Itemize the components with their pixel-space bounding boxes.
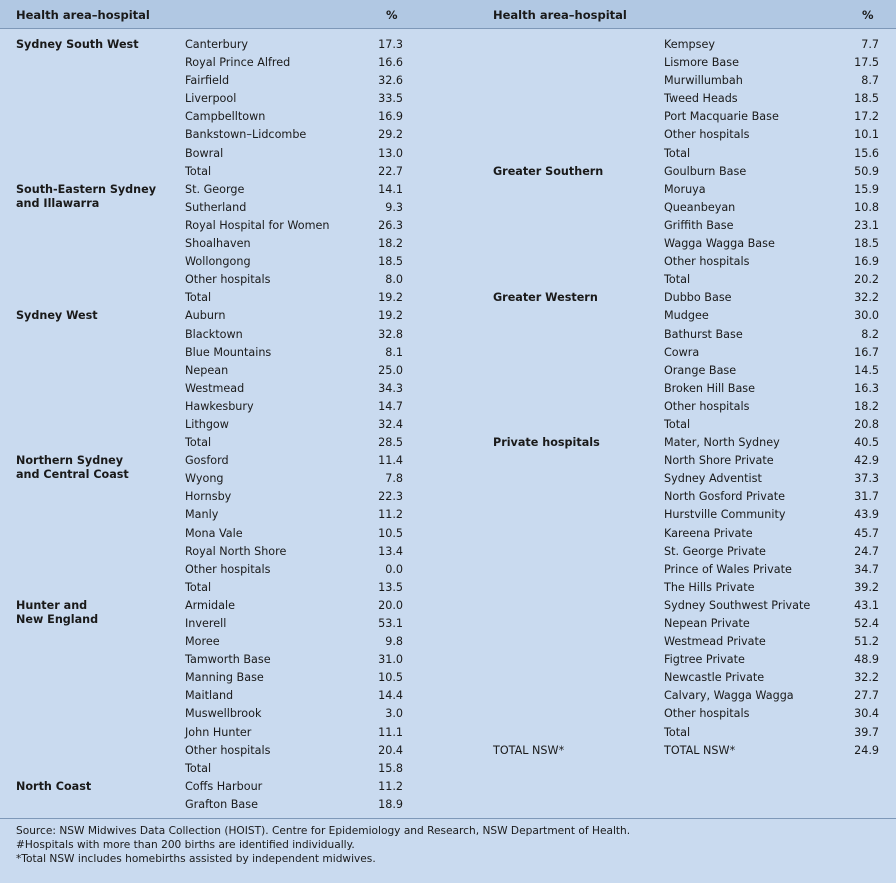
percent-value: 52.4: [854, 617, 879, 630]
percent-value: 11.2: [378, 508, 403, 522]
hospital-name: Auburn: [185, 309, 226, 323]
footer-divider: [0, 818, 896, 819]
table-row: [0, 742, 420, 760]
hospital-name: Fairfield: [185, 74, 230, 88]
table-row: [476, 615, 896, 633]
table-row: [0, 669, 420, 687]
table-row: [476, 72, 896, 90]
health-area-label: Greater Western: [493, 291, 598, 305]
percent-value: 53.1: [378, 617, 403, 630]
table-row: [476, 597, 896, 615]
percent-value: 32.8: [378, 327, 403, 341]
hospital-name: Coffs Harbour: [185, 779, 263, 793]
percent-value: 30.4: [854, 707, 879, 721]
table-row: [0, 398, 420, 416]
table-row: [0, 488, 420, 506]
percent-value: 15.8: [378, 761, 403, 775]
table-row: [0, 380, 420, 398]
hospital-name: St. George: [185, 182, 245, 196]
health-area-label-line2: and Illawarra: [16, 196, 100, 210]
hospital-name: Lithgow: [185, 417, 229, 431]
percent-value: 16.9: [378, 110, 403, 124]
health-area-label: TOTAL NSW*: [493, 743, 565, 757]
hospital-name: Westmead: [185, 381, 245, 395]
percent-value: 17.5: [854, 56, 879, 70]
hospital-name: Newcastle Private: [664, 671, 765, 685]
table-row: [0, 90, 420, 108]
hospital-name: John Hunter: [185, 725, 252, 739]
table-row: [0, 145, 420, 163]
table-row: [476, 525, 896, 543]
table-row: [0, 271, 420, 289]
hospital-name: Moree: [185, 635, 220, 649]
hospital-name: Nepean Private: [664, 617, 750, 630]
hospital-name: Tamworth Base: [185, 653, 271, 667]
table-row: [0, 760, 420, 778]
percent-value: 32.4: [378, 417, 403, 431]
hospital-name: Grafton Base: [185, 797, 258, 811]
percent-value: 8.2: [861, 327, 879, 341]
right-column: [476, 36, 896, 760]
hospital-name: Sydney Southwest Private: [664, 598, 811, 612]
health-area-label: North Coast: [16, 779, 92, 793]
hospital-name: Other hospitals: [185, 743, 271, 757]
table-row: [0, 633, 420, 651]
percent-value: 18.5: [378, 255, 403, 269]
hospital-name: Wyong: [185, 472, 224, 486]
hospital-name: Total: [185, 291, 212, 305]
hospital-name: Armidale: [185, 598, 236, 612]
health-area-label: Sydney South West: [16, 38, 139, 51]
left-column: [0, 36, 420, 814]
percent-value: 8.0: [385, 273, 403, 287]
percent-value: 17.2: [854, 110, 879, 124]
table-row: [476, 488, 896, 506]
hospital-name: Shoalhaven: [185, 237, 251, 251]
table-row: [0, 705, 420, 723]
percent-value: 13.4: [378, 544, 403, 558]
hospital-name: Manning Base: [185, 671, 264, 685]
percent-value: 30.0: [854, 309, 879, 323]
table-header: [0, 0, 896, 29]
hospital-name: Bankstown–Lidcombe: [185, 128, 307, 142]
hospitals-footnote: #Hospitals with more than 200 births are identified individually.: [16, 839, 355, 851]
hospital-name: TOTAL NSW*: [664, 743, 736, 757]
table-row: [0, 235, 420, 253]
table-row: [0, 344, 420, 362]
percent-value: 25.0: [378, 363, 403, 377]
percent-value: 18.5: [854, 92, 879, 106]
hospital-name: Prince of Wales Private: [664, 562, 792, 576]
hospital-name: Westmead Private: [664, 635, 766, 649]
percent-value: 16.9: [854, 255, 879, 269]
hospital-name: Other hospitals: [185, 273, 271, 287]
percent-value: 14.1: [378, 182, 403, 196]
hospital-name: Hornsby: [185, 490, 232, 504]
hospital-name: Bathurst Base: [664, 327, 743, 341]
table-row: [476, 108, 896, 126]
hospital-name: Total: [185, 436, 212, 450]
table-row: [476, 163, 896, 181]
hospital-name: Inverell: [185, 617, 227, 630]
percent-value: 20.2: [854, 273, 879, 287]
table-row: [476, 235, 896, 253]
percent-value: 8.1: [385, 345, 403, 359]
table-row: [0, 163, 420, 181]
table-row: [476, 579, 896, 597]
percent-value: 16.3: [854, 381, 879, 395]
percent-value: 31.7: [854, 490, 879, 504]
hospital-name: Broken Hill Base: [664, 381, 756, 395]
table-row: [476, 452, 896, 470]
table-row: [476, 687, 896, 705]
table-row: [0, 289, 420, 307]
total-footnote: *Total NSW includes homebirths assisted by independent midwives.: [16, 853, 376, 865]
table-row: [476, 126, 896, 144]
hospital-name: Other hospitals: [664, 128, 750, 142]
percent-value: 32.2: [854, 671, 879, 685]
percent-value: 32.2: [854, 291, 879, 305]
percent-value: 7.8: [385, 472, 403, 486]
percent-value: 22.3: [378, 490, 403, 504]
hospital-name: Royal North Shore: [185, 544, 287, 558]
table-row: [476, 181, 896, 199]
table-row: [476, 54, 896, 72]
table-row: [0, 525, 420, 543]
percent-value: 18.2: [854, 399, 879, 413]
hospital-name: Mudgee: [664, 309, 709, 323]
table-row: [0, 778, 420, 796]
percent-value: 13.0: [378, 146, 403, 160]
hospital-name: Murwillumbah: [664, 74, 743, 88]
hospital-name: Hurstville Community: [664, 508, 786, 522]
health-area-label: Sydney West: [16, 309, 98, 323]
table-row: [476, 398, 896, 416]
percent-value: 48.9: [854, 653, 879, 667]
table-row: [476, 307, 896, 325]
table-row: [0, 326, 420, 344]
table-row: [476, 434, 896, 452]
table-row: [476, 253, 896, 271]
table-row: [476, 217, 896, 235]
percent-value: 7.7: [861, 38, 879, 51]
table-row: [476, 145, 896, 163]
source-note: Source: NSW Midwives Data Collection (HOIST). Centre for Epidemiology and Research, NSW Department of Health.: [16, 825, 631, 837]
table-row: [0, 796, 420, 814]
table-row: [476, 633, 896, 651]
percent-value: 16.7: [854, 345, 879, 359]
percent-value: 11.1: [378, 725, 403, 739]
table-row: [0, 579, 420, 597]
hospital-name: Queanbeyan: [664, 200, 736, 214]
hospital-name: Other hospitals: [664, 707, 750, 721]
col2-pct-header: %: [862, 8, 874, 22]
col1-pct-header: %: [386, 8, 398, 22]
table-row: [0, 561, 420, 579]
hospital-name: Orange Base: [664, 363, 737, 377]
percent-value: 24.7: [854, 544, 879, 558]
table-row: [0, 253, 420, 271]
table-row: [476, 470, 896, 488]
hospital-name: Liverpool: [185, 92, 237, 106]
hospital-name: Wollongong: [185, 255, 251, 269]
table-row: [0, 724, 420, 742]
percent-value: 10.5: [378, 526, 403, 540]
hospital-name: Total: [664, 146, 691, 160]
hospital-name: Cowra: [664, 345, 700, 359]
percent-value: 40.5: [854, 436, 879, 450]
table-row: [0, 36, 420, 54]
percent-value: 3.0: [385, 707, 403, 721]
percent-value: 19.2: [378, 291, 403, 305]
percent-value: 20.8: [854, 417, 879, 431]
hospital-name: St. George Private: [664, 544, 766, 558]
table-row: [0, 72, 420, 90]
hospital-name: Total: [185, 580, 212, 594]
percent-value: 14.4: [378, 689, 403, 703]
percent-value: 9.8: [385, 635, 403, 649]
percent-value: 15.9: [854, 182, 879, 196]
hospital-name: Wagga Wagga Base: [664, 237, 775, 251]
percent-value: 34.3: [378, 381, 403, 395]
hospital-name: Tweed Heads: [664, 92, 738, 106]
col1-area-header: Health area–hospital: [16, 8, 150, 22]
hospital-name: Mater, North Sydney: [664, 436, 780, 450]
table-row: [0, 434, 420, 452]
percent-value: 16.6: [378, 56, 403, 70]
percent-value: 22.7: [378, 164, 403, 178]
percent-value: 13.5: [378, 580, 403, 594]
hospital-name: Kempsey: [664, 38, 715, 51]
table-row: [0, 612, 420, 633]
percent-value: 18.5: [854, 237, 879, 251]
health-area-label: South-Eastern Sydney: [16, 182, 157, 196]
percent-value: 39.7: [854, 725, 879, 739]
health-area-label: Northern Sydney: [16, 454, 124, 468]
percent-value: 14.7: [378, 399, 403, 413]
percent-value: 24.9: [854, 743, 879, 757]
table-row: [0, 54, 420, 72]
table-row: [476, 705, 896, 723]
percent-value: 43.1: [854, 598, 879, 612]
hospital-name: Dubbo Base: [664, 291, 732, 305]
hospital-name: Total: [185, 761, 212, 775]
percent-value: 18.2: [378, 237, 403, 251]
table-row: [0, 416, 420, 434]
percent-value: 11.2: [378, 779, 403, 793]
table-row: [476, 362, 896, 380]
hospital-name: Royal Prince Alfred: [185, 56, 291, 70]
table-row: [476, 543, 896, 561]
hospital-name: Maitland: [185, 689, 234, 703]
hospital-name: Nepean: [185, 363, 229, 377]
percent-value: 14.5: [854, 363, 879, 377]
hospital-name: Blue Mountains: [185, 345, 272, 359]
percent-value: 51.2: [854, 635, 879, 649]
percent-value: 34.7: [854, 562, 879, 576]
hospital-name: Total: [185, 164, 212, 178]
table-row: [0, 470, 420, 488]
table-row: [476, 669, 896, 687]
hospital-name: Port Macquarie Base: [664, 110, 779, 124]
percent-value: 19.2: [378, 309, 403, 323]
table-row: [476, 36, 896, 54]
hospital-name: North Gosford Private: [664, 490, 786, 504]
health-area-label-line2: and Central Coast: [16, 468, 129, 482]
percent-value: 0.0: [385, 562, 403, 576]
percent-value: 10.5: [378, 671, 403, 685]
hospital-name: Lismore Base: [664, 56, 739, 70]
percent-value: 15.6: [854, 146, 879, 160]
percent-value: 45.7: [854, 526, 879, 540]
percent-value: 32.6: [378, 74, 403, 88]
percent-value: 50.9: [854, 164, 879, 178]
table-row: [476, 289, 896, 307]
percent-value: 39.2: [854, 580, 879, 594]
percent-value: 27.7: [854, 689, 879, 703]
table-row: [476, 742, 896, 760]
percent-value: 9.3: [385, 200, 403, 214]
percent-value: 8.7: [861, 74, 879, 88]
hospital-name: Total: [664, 725, 691, 739]
hospital-name: Manly: [185, 508, 219, 522]
percent-value: 37.3: [854, 472, 879, 486]
hospital-name: Other hospitals: [664, 255, 750, 269]
percent-value: 26.3: [378, 218, 403, 232]
hospital-name: Muswellbrook: [185, 707, 262, 721]
hospital-name: Bowral: [185, 146, 224, 160]
health-area-label: Greater Southern: [493, 164, 604, 178]
hospital-name: The Hills Private: [664, 580, 755, 594]
table-row: [0, 543, 420, 561]
percent-value: 29.2: [378, 128, 403, 142]
hospital-name: Total: [664, 417, 691, 431]
hospital-name: Figtree Private: [664, 653, 745, 667]
hospital-name: Calvary, Wagga Wagga: [664, 689, 794, 703]
table-row: [476, 199, 896, 217]
hospital-name: Goulburn Base: [664, 164, 747, 178]
hospital-name: Gosford: [185, 454, 229, 468]
percent-value: 18.9: [378, 797, 403, 811]
hospital-name: Hawkesbury: [185, 399, 254, 413]
percent-value: 20.0: [378, 598, 403, 612]
percent-value: 17.3: [378, 38, 403, 51]
table-row: [0, 307, 420, 325]
table-row: [476, 344, 896, 362]
table-row: [0, 196, 420, 217]
table-row: [0, 506, 420, 524]
table-row: [476, 380, 896, 398]
percent-value: 10.1: [854, 128, 879, 142]
health-area-label: Private hospitals: [493, 436, 600, 450]
col2-area-header: Health area–hospital: [493, 8, 627, 22]
table-row: [0, 651, 420, 669]
percent-value: 10.8: [854, 200, 879, 214]
table-row: [476, 326, 896, 344]
percent-value: 31.0: [378, 653, 403, 667]
hospital-name: Moruya: [664, 182, 706, 196]
percent-value: 11.4: [378, 454, 403, 468]
hospital-name: Royal Hospital for Women: [185, 218, 330, 232]
table-row: [476, 561, 896, 579]
table-row: [0, 687, 420, 705]
percent-value: 20.4: [378, 743, 403, 757]
table-row: [0, 217, 420, 235]
table-row: [0, 362, 420, 380]
table-row: [476, 416, 896, 434]
hospital-name: Sydney Adventist: [664, 472, 762, 486]
hospital-name: Mona Vale: [185, 526, 243, 540]
table-row: [476, 90, 896, 108]
table-row: [476, 271, 896, 289]
percent-value: 28.5: [378, 436, 403, 450]
table-row: [476, 724, 896, 742]
hospital-name: Sutherland: [185, 200, 247, 214]
hospital-name: Total: [664, 273, 691, 287]
percent-value: 43.9: [854, 508, 879, 522]
table-row: [0, 108, 420, 126]
hospital-name: Kareena Private: [664, 526, 753, 540]
table-row: [476, 651, 896, 669]
hospital-name: Canterbury: [185, 38, 249, 51]
table-notes: [16, 824, 630, 866]
hospital-name: Other hospitals: [185, 562, 271, 576]
hospital-name: Blacktown: [185, 327, 243, 341]
percent-value: 33.5: [378, 92, 403, 106]
percent-value: 42.9: [854, 454, 879, 468]
percent-value: 23.1: [854, 218, 879, 232]
health-area-label: Hunter and: [16, 598, 88, 612]
table-row: [476, 506, 896, 524]
hospital-name: Other hospitals: [664, 399, 750, 413]
health-area-label-line2: New England: [16, 612, 99, 626]
table-row: [0, 126, 420, 144]
hospital-name: Griffith Base: [664, 218, 734, 232]
hospital-name: North Shore Private: [664, 454, 774, 468]
hospital-name: Campbelltown: [185, 110, 266, 124]
